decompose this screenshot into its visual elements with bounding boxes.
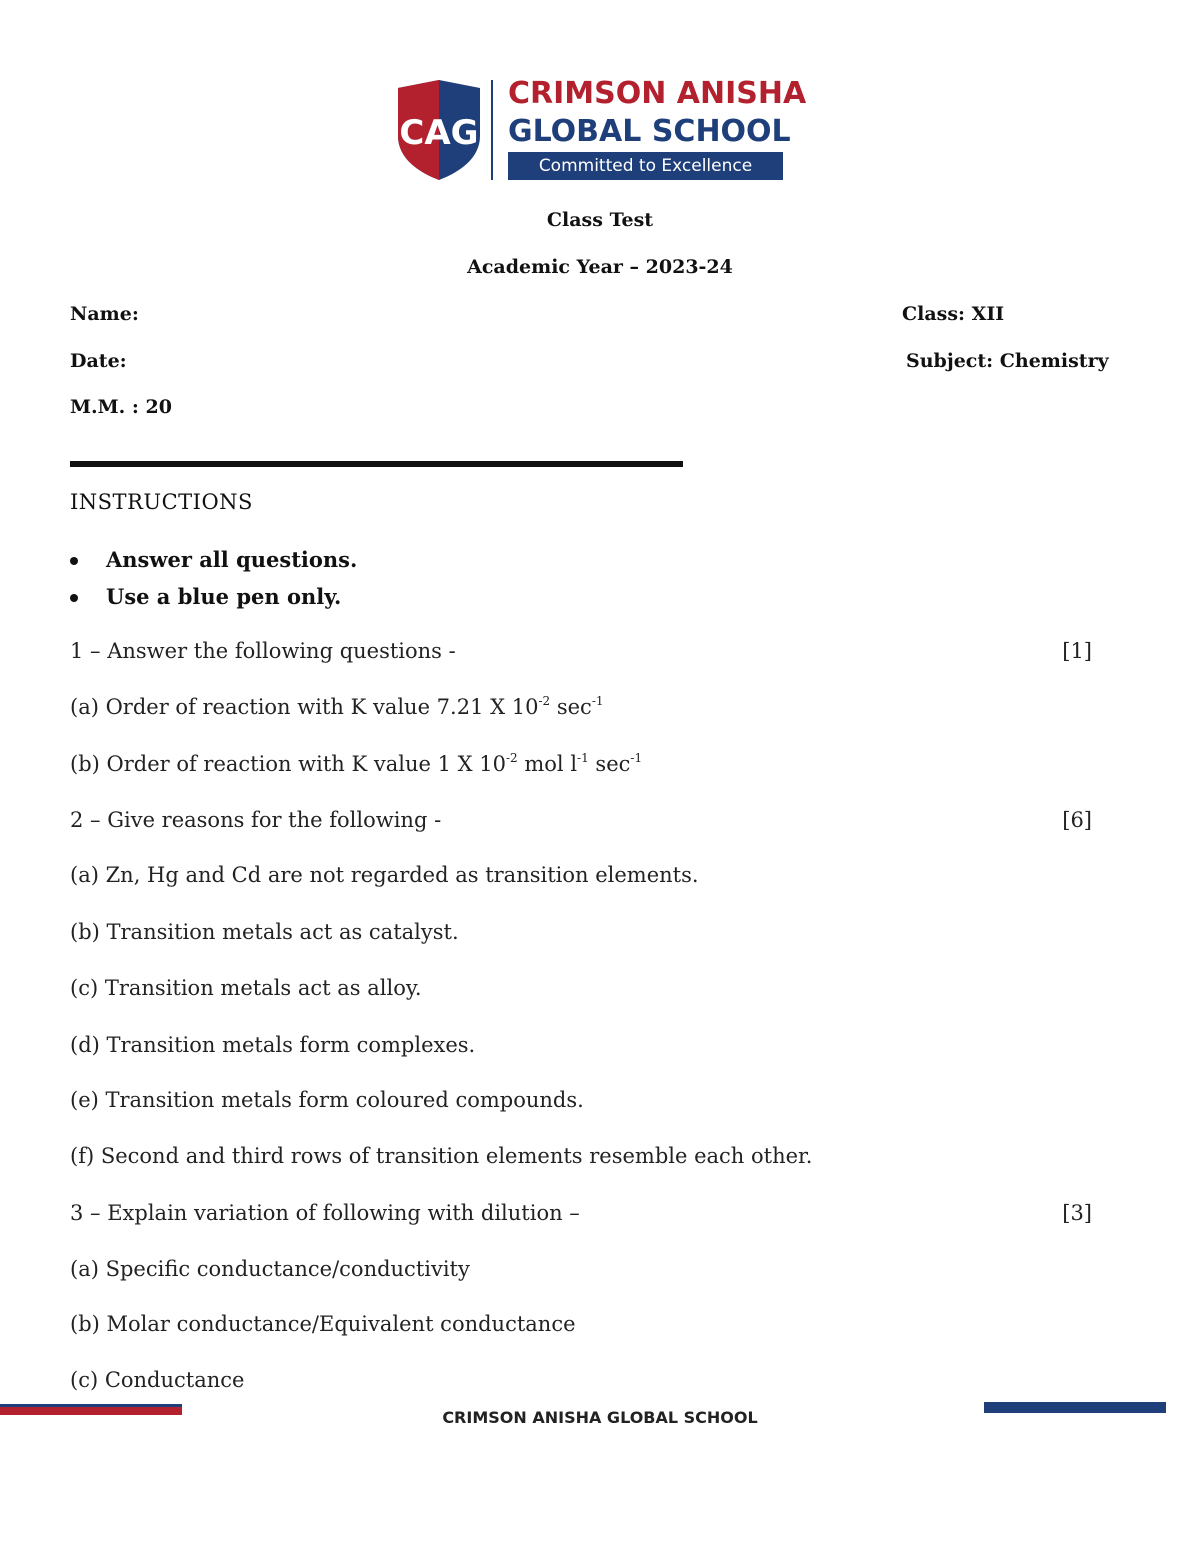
question-1a [70,695,604,719]
question-2c: (c) Transition metals act as alloy. [70,976,422,1000]
instruction-text: Use a blue pen only. [106,584,342,609]
instruction-text: Answer all questions. [106,547,358,572]
bullet-icon [70,557,78,565]
question-2a: (a) Zn, Hg and Cd are not regarded as transition elements. [70,863,699,887]
q1a-text: (a) Order of reaction with K value 7.21 X 10 [70,695,539,719]
logo-tagline: Committed to Excellence [508,152,783,180]
q1b-unit2-exp: -1 [630,751,643,765]
q1b-exp: -2 [506,751,518,765]
date-label: Date: [70,350,127,372]
logo-monogram: CAG [399,113,479,153]
q1b-unit1: mol l [517,752,578,776]
bullet-icon [70,594,78,602]
question-2b: (b) Transition metals act as catalyst. [70,920,459,944]
logo-name-line1: CRIMSON ANISHA [508,76,807,111]
question-2: 2 – Give reasons for the following - [70,808,442,832]
max-marks-label: M.M. : 20 [70,396,172,418]
question-1b [70,752,642,776]
question-1: 1 – Answer the following questions - [70,639,456,663]
logo-name-line2: GLOBAL SCHOOL [508,114,791,149]
question-2d: (d) Transition metals form complexes. [70,1033,476,1057]
question-3a: (a) Specific conductance/conductivity [70,1257,470,1281]
q1b-unit2: sec [588,752,631,776]
q1a-exp: -2 [538,694,551,708]
logo-divider [491,80,493,180]
section-divider [70,461,683,467]
question-2e: (e) Transition metals form coloured compounds. [70,1088,584,1112]
question-2f: (f) Second and third rows of transition elements resemble each other. [70,1144,813,1168]
class-label: Class: XII [902,303,1005,325]
school-logo [396,76,807,184]
q1b-text: (b) Order of reaction with K value 1 X 10 [70,752,506,776]
instructions-heading: INSTRUCTIONS [70,490,253,514]
question-3: 3 – Explain variation of following with dilution – [70,1201,580,1225]
q1a-unit-exp: -1 [591,694,604,708]
footer-school-name: CRIMSON ANISHA GLOBAL SCHOOL [442,1408,758,1427]
shield-logo-icon [396,78,482,182]
question-3-marks: [3] [1062,1201,1092,1225]
question-3b: (b) Molar conductance/Equivalent conductance [70,1312,576,1336]
subject-label: Subject: Chemistry [906,350,1109,372]
name-label: Name: [70,303,139,325]
academic-year: Academic Year – 2023-24 [467,256,733,278]
q1a-unit: sec [550,695,592,719]
question-3c: (c) Conductance [70,1368,245,1392]
question-1-marks: [1] [1062,639,1092,663]
q1b-unit1-exp: -1 [577,751,589,765]
question-2-marks: [6] [1062,808,1092,832]
test-title: Class Test [546,209,654,231]
